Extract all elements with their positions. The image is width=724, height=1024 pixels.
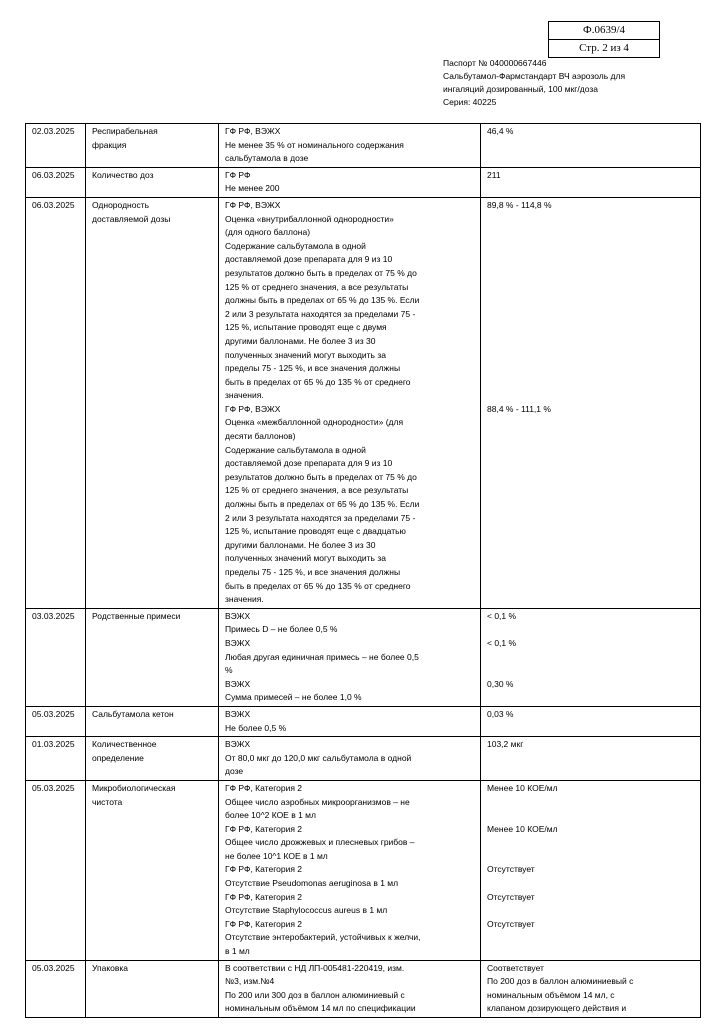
test-result: < 0,1 % < 0,1 % 0,30 % (481, 608, 701, 706)
test-specification: ГФ РФ, Категория 2 Общее число аэробных микроорганизмов – не более 10^2 КОЕ в 1 мл ГФ РФ, Категория 2 Общее число дрожжевых и плесневых грибов – не более 10^1 КОЕ в 1 мл ГФ РФ, Категория 2 Отсутствие Pseudomonas aeruginosa в 1 мл ГФ РФ, Категория 2 Отсутствие Staphylococcus aureus в 1 мл ГФ РФ, Категория 2 Отсутствие энтеробактерий, устойчивых к желчи, в 1 мл (219, 780, 481, 960)
test-specification: ВЭЖХ Примесь D – не более 0,5 % ВЭЖХ Любая другая единичная примесь – не более 0,5 % ВЭЖХ Сумма примесей – не более 1,0 % (219, 608, 481, 706)
table-row (26, 124, 701, 168)
test-result: 103,2 мкг (481, 737, 701, 781)
test-name: Микробиологическая чистота (86, 780, 219, 960)
test-date: 03.03.2025 (26, 608, 86, 706)
test-specification: ГФ РФ, ВЭЖХ Оценка «внутрибаллонной однородности» (для одного баллона) Содержание сальбутамола в одной доставляемой дозе препарата для 9 из 10 результатов должно быть в пределах от 75 % до 125 % от среднего значения, а все результаты должны быть в пределах от 65 % до 135 %. Если 2 или 3 результата находятся за пределами 75 - 125 %, испытание проводят еще с двумя другими баллонами. Не более 3 из 30 полученных значений могут выходить за пределы 75 - 125 %, и все значения должны быть в пределах от 65 % до 135 % от среднего значения. ГФ РФ, ВЭЖХ Оценка «межбаллонной однородности» (для десяти баллонов) Содержание сальбутамола в одной доставляемой дозе препарата для 9 из 10 результатов должно быть в пределах от 75 % до 125 % от среднего значения, а все результаты должны быть в пределах от 65 % до 135 %. Если 2 или 3 результата находятся за пределами 75 - 125 %, испытание проводят еще с двадцатью другими баллонами. Не более 3 из 30 полученных значений могут выходить за пределы 75 - 125 %, и все значения должны быть в пределах от 65 % до 135 % от среднего значения. (219, 197, 481, 608)
test-result: 89,8 % - 114,8 % 88,4 % - 111,1 % (481, 197, 701, 608)
test-name: Сальбутамола кетон (86, 706, 219, 736)
test-specification: В соответствии с НД ЛП-005481-220419, изм. №3, изм.№4 По 200 или 300 доз в баллон алюминиевый с номинальным объёмом 14 мл по спецификации (219, 960, 481, 1017)
test-name: Количество доз (86, 167, 219, 197)
test-name: Упаковка (86, 960, 219, 1017)
test-name: Респирабельная фракция (86, 124, 219, 168)
passport-number: Паспорт № 040000667446 (443, 58, 547, 68)
table-row (26, 706, 701, 736)
test-result: 0,03 % (481, 706, 701, 736)
test-specification: ГФ РФ Не менее 200 (219, 167, 481, 197)
series-number: Серия: 40225 (443, 97, 497, 107)
form-code: Ф.0639/4 (583, 24, 625, 36)
table-row (26, 737, 701, 781)
test-specification: ВЭЖХ От 80,0 мкг до 120,0 мкг сальбутамола в одной дозе (219, 737, 481, 781)
test-result: 46,4 % (481, 124, 701, 168)
test-name: Родственные примеси (86, 608, 219, 706)
test-date: 02.03.2025 (26, 124, 86, 168)
test-result: 211 (481, 167, 701, 197)
test-name: Количественное определение (86, 737, 219, 781)
test-date: 05.03.2025 (26, 780, 86, 960)
test-date: 01.03.2025 (26, 737, 86, 781)
table-row (26, 197, 701, 608)
test-date: 06.03.2025 (26, 167, 86, 197)
test-results-table (25, 123, 701, 1018)
table-row (26, 960, 701, 1017)
test-date: 06.03.2025 (26, 197, 86, 608)
passport-header (443, 57, 713, 109)
test-specification: ВЭЖХ Не более 0,5 % (219, 706, 481, 736)
test-result: Соответствует По 200 доз в баллон алюминиевый с номинальным объёмом 14 мл, с клапаном дозирующего действия и (481, 960, 701, 1017)
page-number: Стр. 2 из 4 (549, 39, 659, 57)
test-result: Менее 10 КОЕ/мл Менее 10 КОЕ/мл Отсутствует Отсутствует Отсутствует (481, 780, 701, 960)
table-row (26, 780, 701, 960)
test-date: 05.03.2025 (26, 960, 86, 1017)
test-date: 05.03.2025 (26, 706, 86, 736)
product-name-line-1: Сальбутамол-Фармстандарт ВЧ аэрозоль для (443, 71, 626, 81)
test-specification: ГФ РФ, ВЭЖХ Не менее 35 % от номинального содержания сальбутамола в дозе (219, 124, 481, 168)
form-code-box (548, 21, 660, 58)
table-row (26, 167, 701, 197)
product-name-line-2: ингаляций дозированный, 100 мкг/доза (443, 84, 598, 94)
table-row (26, 608, 701, 706)
test-name: Однородность доставляемой дозы (86, 197, 219, 608)
